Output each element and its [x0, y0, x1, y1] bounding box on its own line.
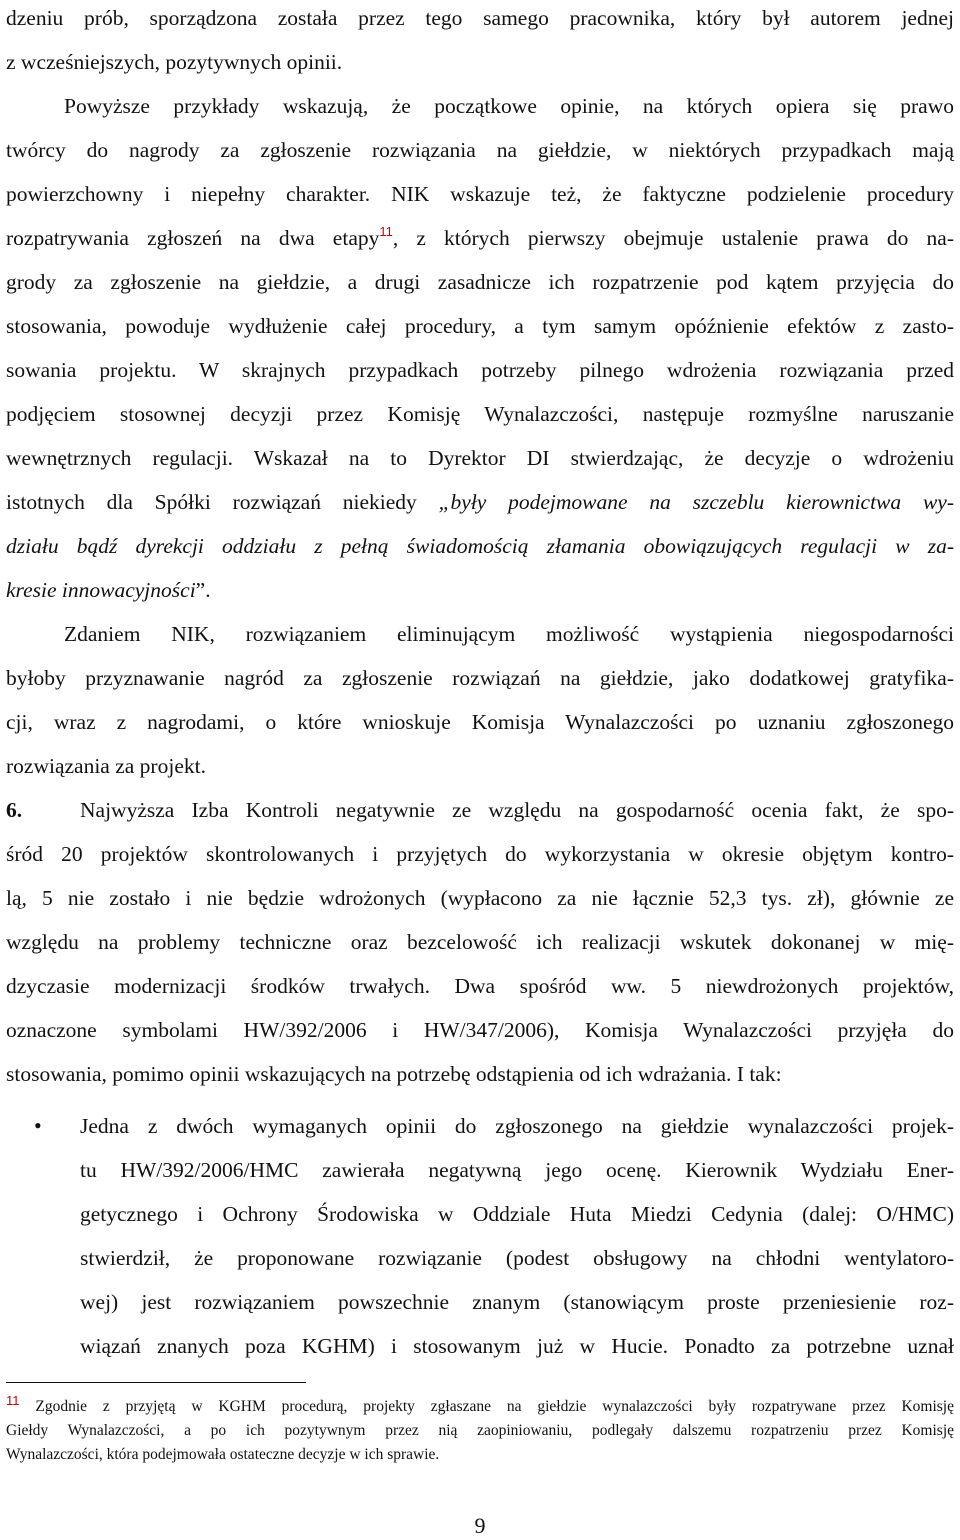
text-line: stosowania, powoduje wydłużenie całej procedury, a tym samym opóźnienie efektów z zasto- [6, 314, 954, 338]
page-number: 9 [474, 1513, 486, 1538]
text-line: wewnętrznych regulacji. Wskazał na to Dyrektor DI stwierdzając, że decyzje o wdrożeniu [6, 446, 954, 470]
text-line: śród 20 projektów skontrolowanych i przyjętych do wykorzystania w okresie objętym kontro- [6, 842, 954, 866]
text-line: grody za zgłoszenie na giełdzie, a drugi zasadnicze ich rozpatrzenie pod kątem przyjęcia do [6, 270, 954, 294]
footnote-line: Wynalazczości, która podejmowała ostateczne decyzje w ich sprawie. [6, 1446, 440, 1463]
text-line [6, 224, 954, 252]
footnote-reference[interactable]: 11 [379, 224, 393, 239]
footnote-line: Giełdy Wynalazczości, a po ich pozytywnym przez nią zaopiniowaniu, podlegały dalszemu rozpatrzeniu przez Komisję [6, 1422, 954, 1439]
text-line: oznaczone symbolami HW/392/2006 i HW/347/2006), Komisja Wynalazczości przyjęła do [6, 1018, 954, 1042]
quoted-text: kresie innowacyjności [6, 578, 196, 602]
quoted-text: „były podejmowane na szczeblu kierownictwa wy- [438, 490, 954, 514]
text-line: lą, 5 nie zostało i nie będzie wdrożonych (wypłacono za nie łącznie 52,3 tys. zł), głównie ze [6, 886, 954, 910]
text-line: Powyższe przykłady wskazują, że początkowe opinie, na których opiera się prawo [64, 94, 954, 118]
text-fragment: ”. [195, 578, 211, 602]
text-line [6, 576, 954, 604]
text-line: powierzchowny i niepełny charakter. NIK wskazuje też, że faktyczne podzielenie procedury [6, 182, 954, 206]
text-fragment: istotnych dla Spółki rozwiązań niekiedy [6, 490, 439, 514]
footnote-line [6, 1393, 954, 1418]
text-line: twórcy do nagrody za zgłoszenie rozwiązania na giełdzie, w niektórych przypadkach mają [6, 138, 954, 162]
footnote-mark: 11 [6, 1393, 20, 1408]
footnote-separator [6, 1382, 306, 1383]
list-item-line: Jedna z dwóch wymaganych opinii do zgłoszonego na giełdzie wynalazczości projek- [80, 1114, 954, 1138]
text-line: z wcześniejszych, pozytywnych opinii. [6, 50, 343, 74]
text-fragment: rozpatrywania zgłoszeń na dwa etapy [6, 226, 380, 250]
list-item-line: wiązań znanych poza KGHM) i stosowanym już w Hucie. Ponadto za potrzebne uznał [80, 1334, 954, 1358]
text-line: rozwiązania za projekt. [6, 754, 206, 778]
quoted-text: działu bądź dyrekcji oddziału z pełną świadomością złamania obowiązujących regulacji w za- [6, 534, 954, 558]
text-line: dzeniu prób, sporządzona została przez tego samego pracownika, który był autorem jednej [6, 6, 954, 30]
text-line: sowania projektu. W skrajnych przypadkach potrzeby pilnego wdrożenia rozwiązania przed [6, 358, 954, 382]
text-line: względu na problemy techniczne oraz bezcelowość ich realizacji wskutek dokonanej w mię- [6, 930, 954, 954]
text-line: Zdaniem NIK, rozwiązaniem eliminującym możliwość wystąpienia niegospodarności [64, 622, 954, 646]
list-item-line: wej) jest rozwiązaniem powszechnie znanym (stanowiącym proste przeniesienie roz- [80, 1290, 954, 1314]
text-line: Najwyższa Izba Kontroli negatywnie ze względu na gospodarność ocenia fakt, że spo- [80, 798, 954, 822]
footnote-text: Zgodnie z przyjętą w KGHM procedurą, projekty zgłaszane na giełdzie wynalazczości były rozpatrywane przez Komisję [19, 1398, 954, 1415]
section-number: 6. [6, 798, 23, 822]
text-line: byłoby przyznawanie nagród za zgłoszenie rozwiązań na giełdzie, jako dodatkowej gratyfika- [6, 666, 954, 690]
list-item-line: getycznego i Ochrony Środowiska w Oddziale Huta Miedzi Cedynia (dalej: O/HMC) [80, 1202, 954, 1226]
text-fragment: , z których pierwszy obejmuje ustalenie prawa do na- [392, 226, 954, 250]
list-item-line: stwierdził, że proponowane rozwiązanie (podest obsługowy na chłodni wentylatoro- [80, 1246, 954, 1270]
text-line: dzyczasie modernizacji środków trwałych. Dwa spośród ww. 5 niewdrożonych projektów, [6, 974, 954, 998]
text-line [6, 488, 954, 516]
text-line [6, 532, 954, 560]
text-line: podjęciem stosownej decyzji przez Komisję Wynalazczości, następuje rozmyślne naruszanie [6, 402, 954, 426]
list-item-line: tu HW/392/2006/HMC zawierała negatywną jego ocenę. Kierownik Wydziału Ener- [80, 1158, 954, 1182]
text-line: stosowania, pomimo opinii wskazujących na potrzebę odstąpienia od ich wdrażania. I tak: [6, 1062, 782, 1086]
text-line: cji, wraz z nagrodami, o które wnioskuje Komisja Wynalazczości po uznaniu zgłoszonego [6, 710, 954, 734]
bullet-icon: • [34, 1113, 42, 1138]
